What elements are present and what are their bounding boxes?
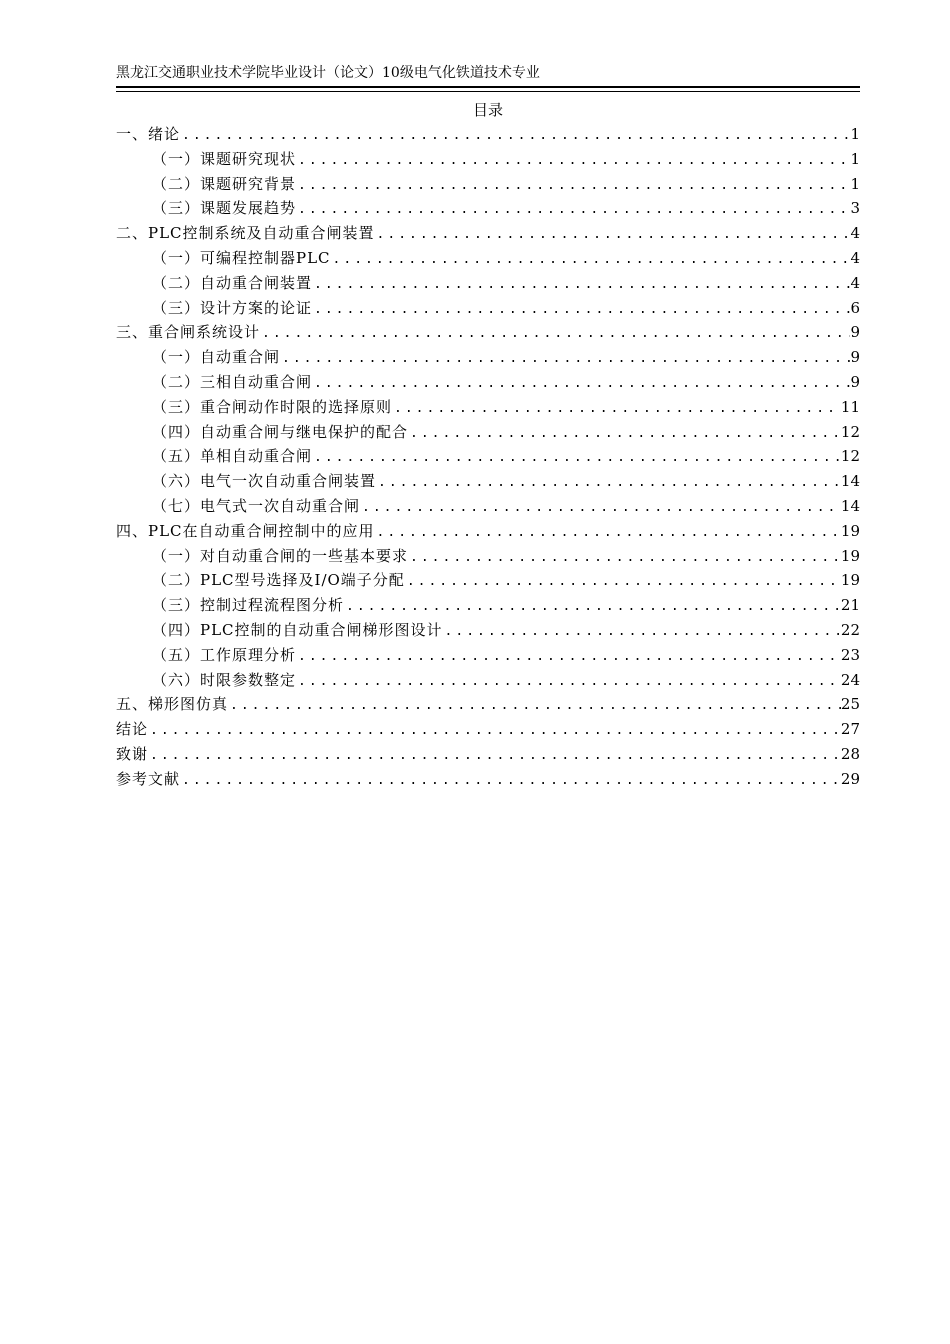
toc-page-number: 12 [840,447,860,466]
toc-entry-label: （五）工作原理分析 [152,645,297,664]
toc-dot-leader [408,546,841,571]
toc-entry-label: （二）三相自动重合闸 [152,372,313,391]
toc-entry-label: （一）可编程控制器PLC [152,248,331,267]
toc-entry-label: （二）PLC型号选择及I/O端子分配 [152,571,405,590]
toc-entry-label: 三、重合闸系统设计 [116,323,261,342]
toc-dot-leader [296,645,841,670]
toc-entry[interactable] [116,221,860,246]
toc-dot-leader [312,298,850,323]
toc-entry[interactable] [116,172,860,197]
table-of-contents [116,122,860,792]
toc-page-number: 23 [840,645,860,664]
toc-page-number: 9 [850,323,860,342]
toc-entry-label: （四）PLC控制的自动重合闸梯形图设计 [152,620,443,639]
toc-dot-leader [296,149,850,174]
toc-page-number: 1 [850,149,860,168]
toc-entry-label: （四）自动重合闸与继电保护的配合 [152,422,409,441]
toc-entry[interactable] [116,420,860,445]
toc-page-number: 14 [840,472,860,491]
toc-page-number: 21 [840,596,860,615]
toc-entry-label: 四、PLC在自动重合闸控制中的应用 [116,521,375,540]
toc-entry-label: （三）课题发展趋势 [152,199,297,218]
toc-page-number: 25 [840,695,860,714]
toc-dot-leader [375,223,850,248]
toc-entry[interactable] [116,370,860,395]
toc-title: 目录 [472,101,503,119]
toc-dot-leader [408,422,841,447]
toc-entry[interactable] [116,643,860,668]
toc-entry[interactable] [116,469,860,494]
toc-entry-label: （三）控制过程流程图分析 [152,596,345,615]
toc-entry-label: 结论 [116,720,149,739]
toc-dot-leader [280,347,850,372]
toc-entry[interactable] [116,147,860,172]
toc-entry-label: 参考文献 [116,769,181,788]
toc-entry[interactable] [116,395,860,420]
toc-dot-leader [376,471,841,496]
toc-entry[interactable] [116,593,860,618]
toc-entry-label: （六）电气一次自动重合闸装置 [152,472,377,491]
toc-entry-label: （六）时限参数整定 [152,670,297,689]
toc-dot-leader [312,372,850,397]
toc-entry-label: （七）电气式一次自动重合闸 [152,496,361,515]
header-rule-thin [116,91,860,92]
toc-entry-label: （一）课题研究现状 [152,149,297,168]
toc-entry[interactable] [116,494,860,519]
toc-page-number: 28 [840,744,860,763]
toc-dot-leader [260,322,850,347]
toc-entry[interactable] [116,568,860,593]
toc-page-number: 22 [840,620,860,639]
toc-dot-leader [312,273,850,298]
toc-dot-leader [360,496,841,521]
toc-dot-leader [228,694,841,719]
running-header: 黑龙江交通职业技术学院毕业设计（论文）10级电气化铁道技术专业 [116,65,540,81]
toc-dot-leader [148,719,841,744]
toc-dot-leader [180,124,850,149]
toc-entry[interactable] [116,444,860,469]
toc-page-number: 19 [840,571,860,590]
toc-page-number: 11 [840,397,860,416]
header-rule-thick [116,86,860,88]
toc-entry[interactable] [116,345,860,370]
toc-page-number: 12 [840,422,860,441]
toc-entry-label: （五）单相自动重合闸 [152,447,313,466]
toc-entry[interactable] [116,519,860,544]
toc-entry[interactable] [116,196,860,221]
toc-entry[interactable] [116,296,860,321]
toc-entry-label: 二、PLC控制系统及自动重合闸装置 [116,224,375,243]
toc-entry-label: 一、绪论 [116,125,181,143]
toc-entry[interactable] [116,717,860,742]
toc-dot-leader [331,248,850,273]
toc-entry-label: （一）自动重合闸 [152,348,281,367]
toc-entry[interactable] [116,767,860,792]
toc-page-number: 19 [840,546,860,565]
toc-page-number: 29 [840,769,860,788]
toc-entry[interactable] [116,122,860,147]
toc-entry-label: （二）自动重合闸装置 [152,273,313,292]
toc-entry-label: （一）对自动重合闸的一些基本要求 [152,546,409,565]
toc-entry[interactable] [116,544,860,569]
toc-entry[interactable] [116,320,860,345]
toc-dot-leader [296,174,850,199]
toc-page-number: 9 [850,372,860,391]
toc-entry-label: （二）课题研究背景 [152,174,297,193]
toc-entry-label: （三）重合闸动作时限的选择原则 [152,397,393,416]
toc-dot-leader [296,670,841,695]
toc-entry[interactable] [116,742,860,767]
toc-dot-leader [312,446,841,471]
toc-page-number: 4 [850,248,860,267]
toc-page-number: 14 [840,496,860,515]
toc-page-number: 27 [840,720,860,739]
toc-entry[interactable] [116,271,860,296]
toc-entry[interactable] [116,692,860,717]
toc-dot-leader [443,620,841,645]
toc-entry[interactable] [116,246,860,271]
toc-entry[interactable] [116,618,860,643]
toc-dot-leader [296,198,850,223]
toc-dot-leader [180,769,841,794]
toc-page-number: 19 [840,521,860,540]
toc-page-number: 24 [840,670,860,689]
toc-entry[interactable] [116,668,860,693]
toc-page-number: 3 [850,199,860,218]
toc-dot-leader [344,595,841,620]
toc-dot-leader [148,744,841,769]
toc-page-number: 1 [850,174,860,193]
toc-page-number: 6 [850,298,860,317]
toc-entry-label: （三）设计方案的论证 [152,298,313,317]
toc-dot-leader [375,521,841,546]
toc-entry-label: 五、梯形图仿真 [116,695,229,714]
toc-page-number: 9 [850,348,860,367]
toc-page-number: 1 [850,125,860,143]
toc-entry-label: 致谢 [116,744,149,763]
toc-page-number: 4 [850,273,860,292]
toc-page-number: 4 [850,224,860,243]
toc-dot-leader [392,397,841,422]
toc-dot-leader [405,570,841,595]
